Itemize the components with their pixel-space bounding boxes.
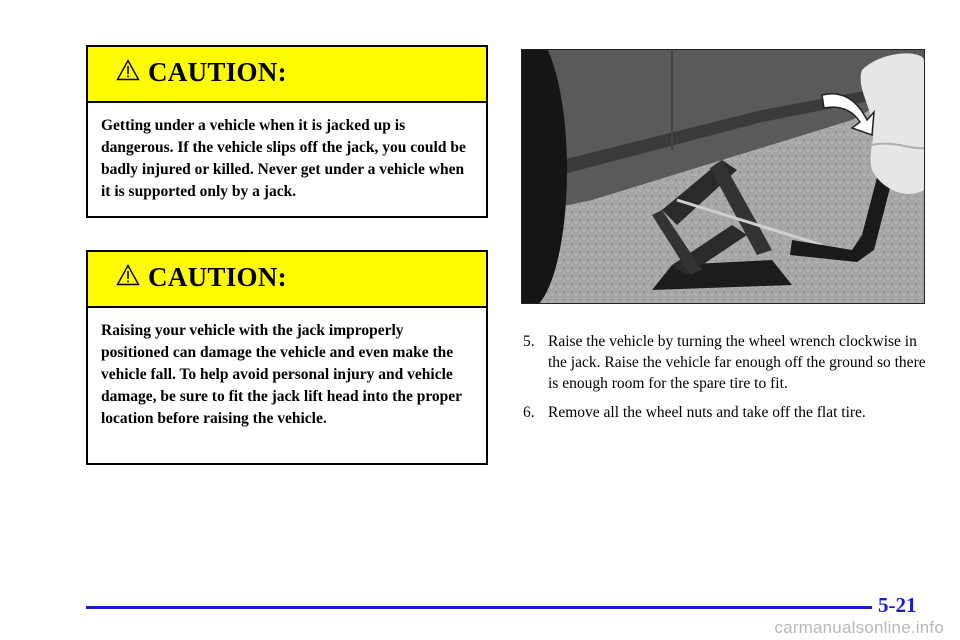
footer-rule	[86, 606, 872, 609]
instruction-steps	[523, 331, 933, 431]
caution-text	[88, 103, 486, 217]
caution-text	[88, 308, 486, 444]
caution-paragraph: Raising your vehicle with the jack improperly positioned can damage the vehicle and even make the vehicle fall. To help avoid personal injury and vehicle damage, be sure to fit the jack lift head into the proper location before raising the vehicle.	[101, 322, 462, 427]
step-number: 5.	[523, 333, 535, 350]
caution-header	[88, 47, 486, 103]
jack-illustration	[522, 50, 924, 303]
step-text: Raise the vehicle by turning the wheel wrench clockwise in the jack. Raise the vehicle far enough off the ground so there is enough room for the spare tire to fit.	[548, 333, 926, 392]
step-item	[523, 331, 933, 394]
step-item	[523, 402, 933, 423]
caution-paragraph: Getting under a vehicle when it is jacked up is dangerous. If the vehicle slips off the jack, you could be badly injured or killed. Never get under a vehicle when it is supported only by a jack.	[101, 117, 466, 200]
step-text: Remove all the wheel nuts and take off the flat tire.	[548, 404, 866, 421]
warning-triangle-icon	[116, 59, 140, 81]
jack-photo	[521, 49, 925, 304]
caution-title: CAUTION:	[148, 57, 287, 87]
caution-title: CAUTION:	[148, 262, 287, 292]
step-number: 6.	[523, 404, 535, 421]
caution-box-1	[86, 45, 488, 218]
page-number: 5-21	[878, 593, 917, 617]
caution-header	[88, 252, 486, 308]
caution-box-2	[86, 250, 488, 465]
watermark: carmanualsonline.info	[774, 618, 944, 637]
warning-triangle-icon	[116, 264, 140, 286]
